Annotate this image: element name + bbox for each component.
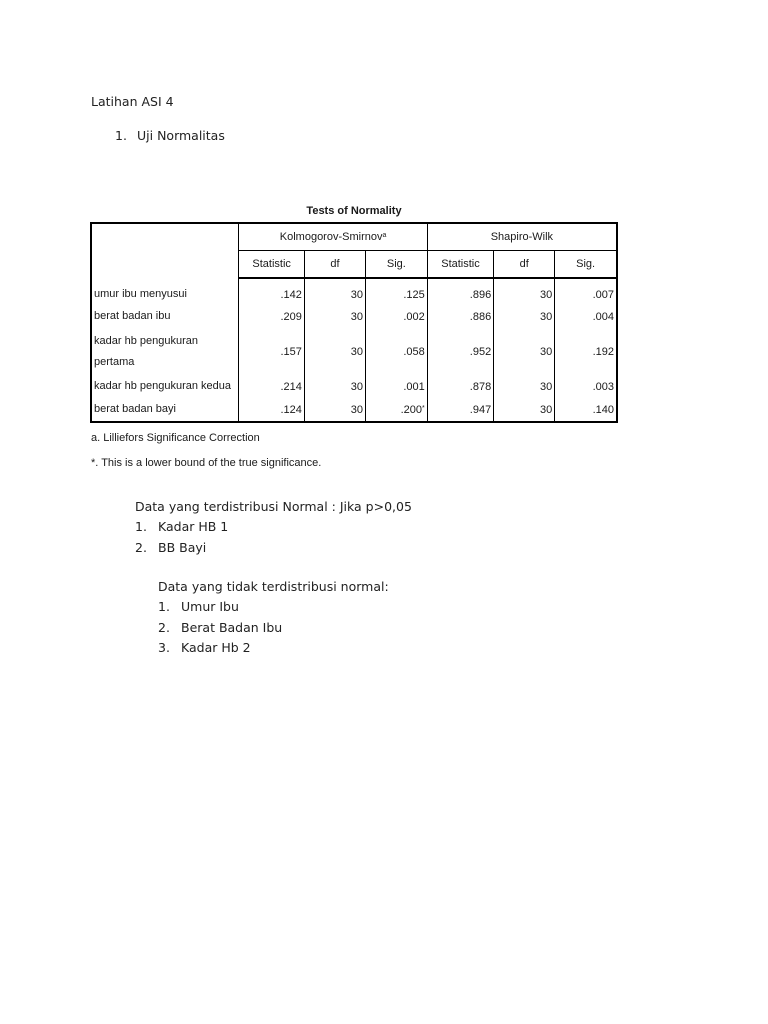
cell-ks-sig: .002 [365, 305, 427, 328]
table-title: Tests of Normality [306, 205, 402, 217]
list-number: 1. [135, 519, 147, 534]
table-corner-cell [91, 223, 239, 278]
row-label: umur ibu menyusui [94, 288, 187, 300]
cell-sw-statistic: .886 [427, 305, 493, 328]
cell-sw-df: 30 [494, 305, 555, 328]
cell-ks-df: 30 [304, 278, 365, 305]
group-label-ks: Kolmogorov-Smirnov [279, 231, 383, 243]
cell-ks-sig: .001 [365, 375, 427, 398]
subheader-sw-df: df [494, 251, 555, 279]
list-item [158, 620, 282, 641]
cell-ks-df: 30 [304, 398, 365, 422]
group-header-sw [427, 223, 617, 251]
subheader-sw-statistic: Statistic [427, 251, 493, 279]
cell-sw-sig: .004 [555, 305, 617, 328]
cell-sw-sig: .007 [555, 278, 617, 305]
table-row [91, 375, 617, 398]
list-number: 3. [158, 640, 170, 655]
normal-list [135, 519, 228, 560]
cell-ks-statistic: .124 [239, 398, 305, 422]
row-label-line: kadar hb pengukuran [94, 334, 198, 347]
list-item [158, 640, 282, 661]
cell-sw-sig: .003 [555, 375, 617, 398]
cell-sw-sig: .192 [555, 328, 617, 375]
cell-sw-df: 30 [494, 278, 555, 305]
list-number: 1. [158, 599, 170, 614]
cell-sw-df: 30 [494, 375, 555, 398]
cell-ks-sig: .125 [365, 278, 427, 305]
list-text: Kadar HB 1 [158, 519, 229, 534]
subheader-sw-sig: Sig. [555, 251, 617, 279]
cell-sw-sig: .140 [555, 398, 617, 422]
list-number: 2. [158, 619, 170, 635]
section-number: 1. [115, 128, 127, 143]
cell-sw-statistic: .896 [427, 278, 493, 305]
section-heading [115, 128, 225, 143]
cell-sw-statistic: .878 [427, 375, 493, 398]
list-text: BB Bayi [158, 539, 207, 555]
cell-ks-df: 30 [304, 328, 365, 375]
list-number: 2. [135, 539, 147, 555]
cell-sw-statistic: .947 [427, 398, 493, 422]
table-row [91, 278, 617, 305]
cell-ks-statistic: .157 [239, 328, 305, 375]
cell-sw-df: 30 [494, 398, 555, 422]
table-group-header-row [91, 223, 617, 251]
row-label: berat badan ibu [94, 310, 171, 322]
cell-ks-df: 30 [304, 375, 365, 398]
document-title: Latihan ASI 4 [91, 94, 174, 109]
subheader-ks-sig: Sig. [365, 251, 427, 279]
cell-ks-statistic: .142 [239, 278, 305, 305]
group-header-ks [239, 223, 427, 251]
cell-sw-df: 30 [494, 328, 555, 375]
list-item [158, 599, 282, 620]
list-text: Berat Badan Ibu [181, 619, 283, 635]
table-row [91, 398, 617, 422]
table-footnote: *. This is a lower bound of the true significance. [91, 457, 322, 469]
table-footnote: a. Lilliefors Significance Correction [91, 432, 260, 444]
row-label: kadar hb pengukuran kedua [94, 380, 231, 392]
subheader-ks-df: df [304, 251, 365, 279]
cell-ks-statistic: .214 [239, 375, 305, 398]
list-text: Umur Ibu [181, 599, 239, 614]
not-normal-heading: Data yang tidak terdistribusi normal: [158, 579, 389, 594]
table-row [91, 305, 617, 328]
row-label-line: pertama [94, 355, 135, 368]
cell-ks-sig [365, 398, 427, 422]
list-item [135, 540, 228, 561]
normal-heading: Data yang terdistribusi Normal : Jika p>0,05 [135, 499, 412, 514]
group-superscript-ks: a [382, 232, 387, 239]
cell-ks-sig: .058 [365, 328, 427, 375]
cell-ks-statistic: .209 [239, 305, 305, 328]
list-item [135, 519, 228, 540]
row-label: berat badan bayi [94, 403, 176, 415]
not-normal-list [158, 599, 282, 661]
row-label [91, 328, 239, 375]
table-row [91, 328, 617, 375]
cell-ks-df: 30 [304, 305, 365, 328]
significance-marker: * [422, 404, 425, 412]
group-label-sw: Shapiro-Wilk [490, 231, 554, 243]
cell-value: .200 [400, 403, 423, 416]
subheader-ks-statistic: Statistic [239, 251, 305, 279]
list-text: Kadar Hb 2 [181, 640, 251, 655]
normality-table [90, 222, 618, 423]
cell-sw-statistic: .952 [427, 328, 493, 375]
section-label: Uji Normalitas [137, 128, 225, 143]
